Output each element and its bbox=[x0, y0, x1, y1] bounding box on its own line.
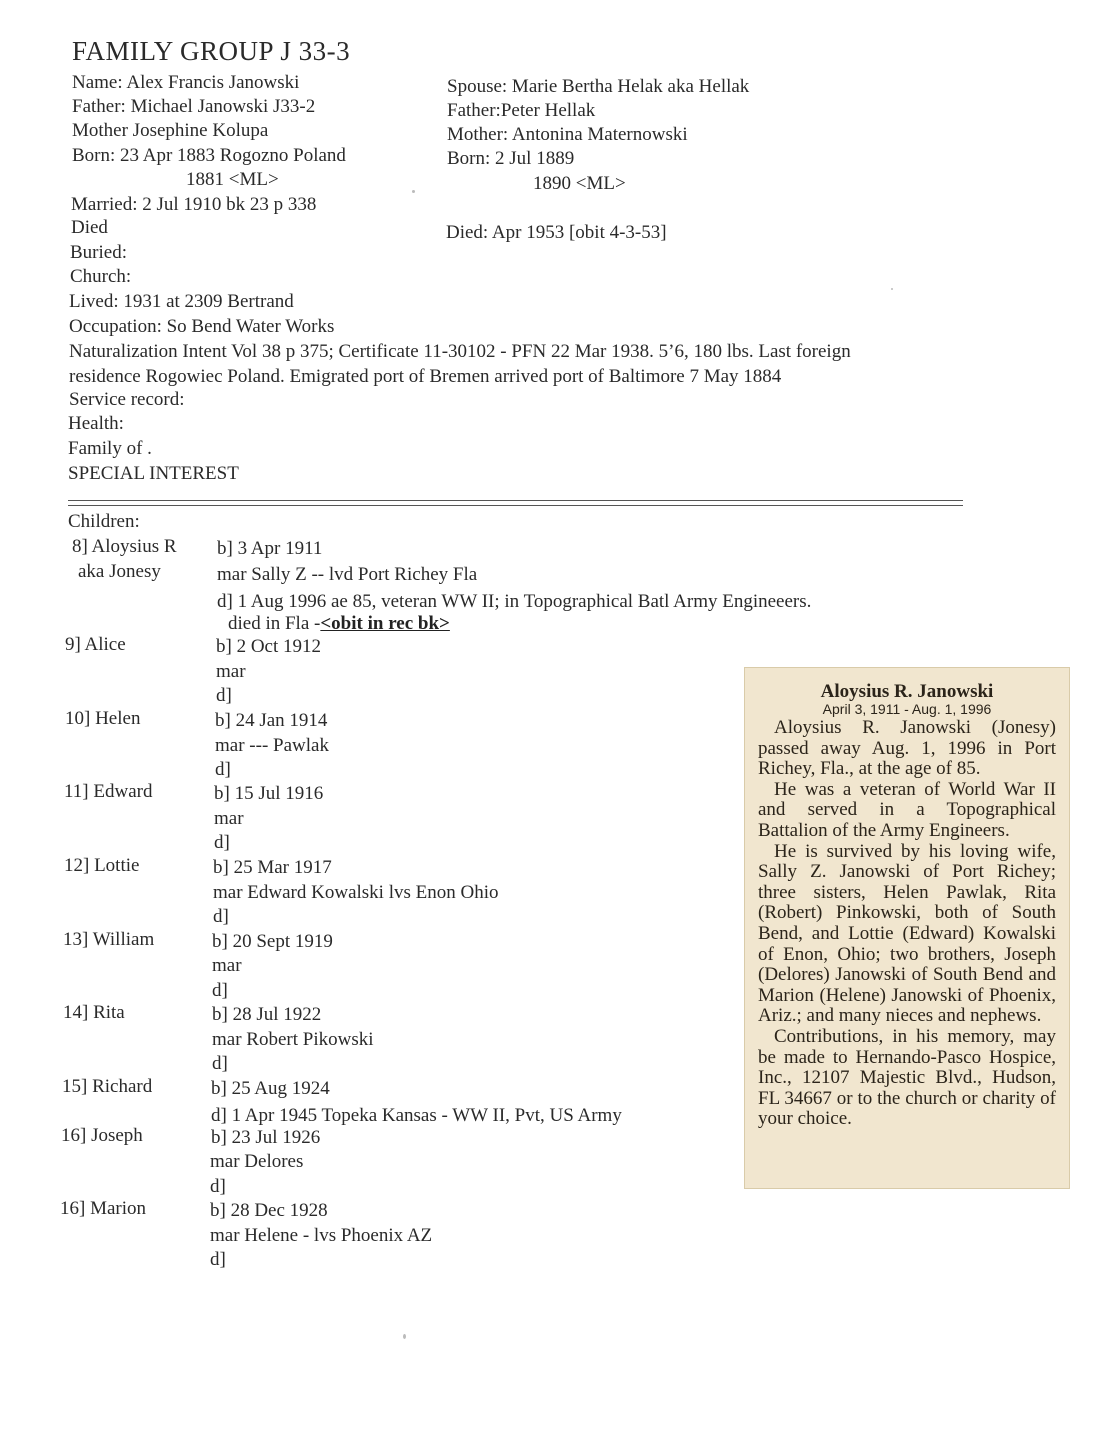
obituary-body bbox=[744, 718, 1070, 1130]
child-born: b] 15 Jul 1916 bbox=[214, 783, 324, 804]
head-service: Service record: bbox=[69, 389, 185, 410]
child-died: d] bbox=[213, 906, 229, 927]
naturalization-line-2: residence Rogowiec Poland. Emigrated port of Bremen arrived port of Baltimore 7 May 1884 bbox=[69, 366, 782, 387]
naturalization-line-1: Naturalization Intent Vol 38 p 375; Certificate 11-30102 - PFN 22 Mar 1938. 5’6, 180 lbs. Last foreign bbox=[69, 341, 851, 362]
child-born: b] 3 Apr 1911 bbox=[217, 538, 323, 559]
head-mother: Mother Josephine Kolupa bbox=[72, 120, 269, 141]
head-occupation: Occupation: So Bend Water Works bbox=[69, 316, 335, 337]
child-married: mar Helene - lvs Phoenix AZ bbox=[210, 1225, 433, 1246]
child-label: 16] Marion bbox=[60, 1198, 147, 1219]
head-lived: Lived: 1931 at 2309 Bertrand bbox=[69, 291, 294, 312]
special-interest: SPECIAL INTEREST bbox=[68, 463, 239, 484]
child-label: 8] Aloysius R bbox=[72, 536, 177, 557]
spouse-name: Spouse: Marie Bertha Helak aka Hellak bbox=[447, 76, 750, 97]
child-label: 13] William bbox=[63, 929, 155, 950]
child-died: d] bbox=[215, 759, 231, 780]
child-died: d] bbox=[216, 685, 232, 706]
head-born-alt: 1881 <ML> bbox=[186, 169, 279, 190]
child-label: 14] Rita bbox=[63, 1002, 125, 1023]
child-died: d] 1 Apr 1945 Topeka Kansas - WW II, Pvt, US Army bbox=[211, 1105, 622, 1126]
child-married: mar bbox=[216, 661, 246, 682]
child-born: b] 25 Aug 1924 bbox=[211, 1078, 330, 1099]
child-married: mar bbox=[212, 955, 242, 976]
child-label: 12] Lottie bbox=[64, 855, 140, 876]
obituary-paragraph: He is survived by his loving wife, Sally Z. Janowski of Port Richey; three sisters, Helen Pawlak, Rita (Robert) Pinkowski, both of South Bend, and Lottie (Edward) Kowalski of Enon, Ohio; two brothers, Joseph (Delores) Janowski of South Bend and Marion (Helene) Janowski of Phoenix, Ariz.; and many nieces and nephews. bbox=[758, 840, 1056, 1027]
spouse-born-alt: 1890 <ML> bbox=[533, 173, 626, 194]
page-title: FAMILY GROUP J 33-3 bbox=[72, 36, 351, 66]
child-born: b] 28 Dec 1928 bbox=[210, 1200, 328, 1221]
child-label: 15] Richard bbox=[62, 1076, 153, 1097]
spouse-father: Father:Peter Hellak bbox=[447, 100, 596, 121]
head-health: Health: bbox=[68, 413, 124, 434]
child-note: died in Fla -<obit in rec bk> bbox=[228, 613, 450, 634]
obituary-headline: Aloysius R. Janowski bbox=[820, 681, 994, 702]
head-married: Married: 2 Jul 1910 bk 23 p 338 bbox=[71, 194, 317, 215]
head-father: Father: Michael Janowski J33-2 bbox=[72, 96, 316, 117]
child-born: b] 28 Jul 1922 bbox=[212, 1004, 322, 1025]
child-born: b] 23 Jul 1926 bbox=[211, 1127, 321, 1148]
spouse-died: Died: Apr 1953 [obit 4-3-53] bbox=[446, 222, 667, 243]
child-born: b] 2 Oct 1912 bbox=[216, 636, 322, 657]
child-married: mar Edward Kowalski lvs Enon Ohio bbox=[213, 882, 499, 903]
scan-speck bbox=[412, 190, 415, 193]
spouse-mother: Mother: Antonina Maternowski bbox=[447, 124, 688, 145]
obituary-dates: April 3, 1911 - Aug. 1, 1996 bbox=[822, 701, 992, 717]
scan-speck bbox=[403, 1334, 406, 1339]
head-born: Born: 23 Apr 1883 Rogozno Poland bbox=[72, 145, 346, 166]
child-married: mar bbox=[214, 808, 244, 829]
child-born: b] 20 Sept 1919 bbox=[212, 931, 333, 952]
head-buried: Buried: bbox=[70, 242, 127, 263]
obit-link[interactable]: <obit in rec bk> bbox=[320, 613, 450, 634]
child-married: mar Robert Pikowski bbox=[212, 1029, 374, 1050]
children-heading: Children: bbox=[68, 511, 140, 532]
obituary-paragraph: Contributions, in his memory, may be made to Hernando-Pasco Hospice, Inc., 12107 Majestic Blvd., Hudson, FL 34667 or to the church or charity of your choice. bbox=[758, 1025, 1056, 1130]
child-died: d] bbox=[212, 1053, 228, 1074]
head-name: Name: Alex Francis Janowski bbox=[72, 72, 300, 93]
head-family-of: Family of . bbox=[68, 438, 152, 459]
child-label: 9] Alice bbox=[65, 634, 126, 655]
child-married: mar Sally Z -- lvd Port Richey Fla bbox=[217, 564, 478, 585]
obituary-paragraph: He was a veteran of World War II and served in a Topographical Battalion of the Army Engineers. bbox=[758, 778, 1056, 841]
child-died: d] bbox=[214, 832, 230, 853]
child-died: d] bbox=[210, 1249, 226, 1270]
scan-speck bbox=[891, 288, 893, 290]
child-label: 10] Helen bbox=[65, 708, 141, 729]
child-born: b] 25 Mar 1917 bbox=[213, 857, 332, 878]
spouse-born: Born: 2 Jul 1889 bbox=[447, 148, 575, 169]
child-married: mar Delores bbox=[210, 1151, 304, 1172]
child-label: 16] Joseph bbox=[61, 1125, 143, 1146]
head-died: Died bbox=[71, 217, 108, 238]
obituary-paragraph: Aloysius R. Janowski (Jonesy) passed away Aug. 1, 1996 in Port Richey, Fla., at the age of 85. bbox=[758, 717, 1056, 780]
child-married: mar --- Pawlak bbox=[215, 735, 329, 756]
obituary-clipping bbox=[744, 667, 1070, 1189]
head-church: Church: bbox=[70, 266, 132, 287]
section-divider bbox=[68, 500, 963, 506]
child-died: d] 1 Aug 1996 ae 85, veteran WW II; in Topographical Batl Army Engineeers. bbox=[217, 591, 812, 612]
child-alias: aka Jonesy bbox=[78, 561, 161, 582]
child-died: d] bbox=[210, 1176, 226, 1197]
child-label: 11] Edward bbox=[64, 781, 153, 802]
child-born: b] 24 Jan 1914 bbox=[215, 710, 328, 731]
child-died: d] bbox=[212, 980, 228, 1001]
